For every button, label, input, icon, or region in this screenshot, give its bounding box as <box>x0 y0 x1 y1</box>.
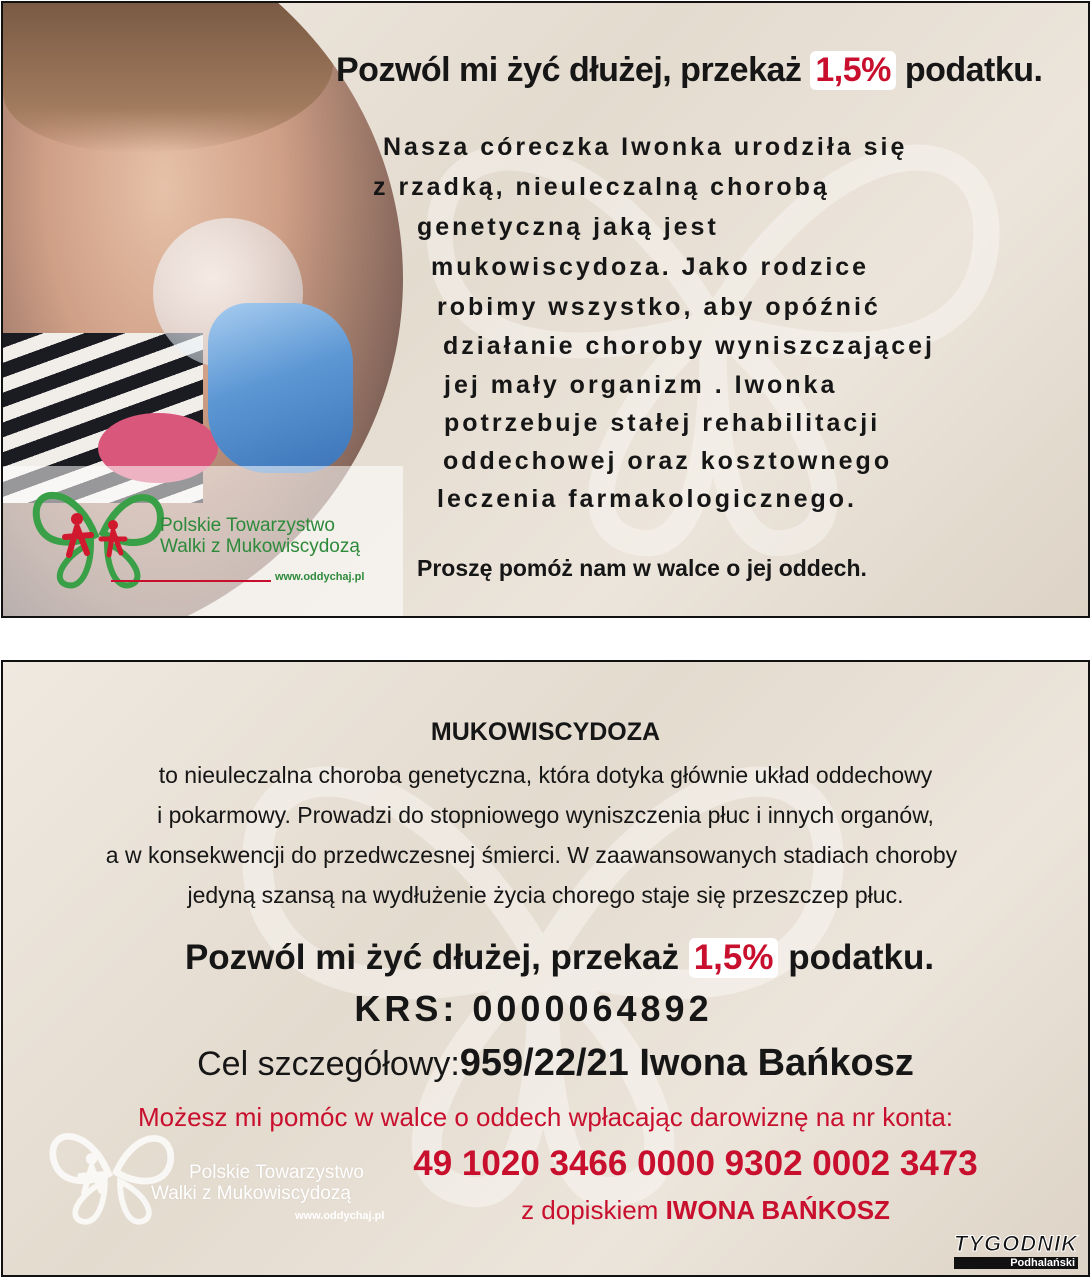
goal-label: Cel szczegółowy: <box>197 1045 460 1083</box>
story-line: mukowiscydoza. Jako rodzice <box>431 253 870 281</box>
donation-info: Możesz mi pomóc w walce o oddech wpłacając darowiznę na nr konta: <box>137 1102 954 1132</box>
plea-text: Proszę pomóż nam w walce o jej oddech. <box>417 555 867 581</box>
krs-number: KRS: 0000064892 <box>354 988 713 1029</box>
description-line: jedyną szansą na wydłużenie życia chorego staje się przeszczep płuc. <box>187 882 904 908</box>
description-line: to nieuleczalna choroba genetyczna, która dotyka głównie układ oddechowy <box>158 762 933 788</box>
description-line: i pokarmowy. Prowadzi do stopniowego wyniszczenia płuc i innych organów, <box>157 802 934 828</box>
butterfly-logo-icon <box>25 475 170 593</box>
divider <box>111 580 271 582</box>
organization-name <box>160 515 360 557</box>
org-line-2: Walki z Mukowiscydozą <box>160 536 360 557</box>
bank-account-number: 49 1020 3466 0000 9302 0002 3473 <box>413 1144 978 1183</box>
transfer-title-label: z dopiskiem <box>521 1195 659 1225</box>
disease-title: MUKOWISCYDOZA <box>430 718 661 746</box>
leaflet-front <box>1 1 1090 618</box>
story-line: działanie choroby wyniszczającej <box>443 332 935 360</box>
org-url: www.oddychaj.pl <box>295 1210 385 1222</box>
description-line: a w konsekwencji do przedwczesnej śmierci. W zaawansowanych stadiach choroby <box>105 842 958 868</box>
story-line: robimy wszystko, aby opóźnić <box>437 293 881 321</box>
headline-before: Pozwól mi żyć dłużej, przekaż <box>336 51 802 89</box>
story-line: potrzebuje stałej rehabilitacji <box>444 409 881 437</box>
organization-name <box>151 1162 364 1204</box>
org-url: www.oddychaj.pl <box>275 571 365 583</box>
story-line: z rzadką, nieuleczalną chorobą <box>373 173 830 201</box>
goal-value: 959/22/21 Iwona Bańkosz <box>459 1042 914 1084</box>
publisher-logo <box>954 1231 1078 1269</box>
org-line-2: Walki z Mukowiscydozą <box>151 1183 351 1204</box>
headline-percent: 1,5% <box>810 51 896 90</box>
org-line-1: Polskie Towarzystwo <box>160 515 335 536</box>
publisher-name: TYGODNIK <box>953 1231 1078 1256</box>
headline-after: podatku. <box>788 938 935 977</box>
leaflet-back <box>1 660 1090 1277</box>
specific-goal <box>13 1042 1090 1085</box>
story-line: genetyczną jaką jest <box>417 213 719 241</box>
headline-after: podatku. <box>904 51 1043 89</box>
transfer-title-name: IWONA BAŃKOSZ <box>665 1195 890 1225</box>
headline <box>336 51 1042 90</box>
story-line: leczenia farmakologicznego. <box>437 485 857 513</box>
story-line: oddechowej oraz kosztownego <box>443 447 893 475</box>
org-line-1: Polskie Towarzystwo <box>189 1162 364 1183</box>
headline <box>17 938 1090 978</box>
story-line: Nasza córeczka Iwonka urodziła się <box>383 133 908 161</box>
publisher-sub: Podhalański <box>954 1257 1078 1269</box>
story-line: jej mały organizm . Iwonka <box>444 371 838 399</box>
headline-percent: 1,5% <box>689 938 779 978</box>
headline-before: Pozwól mi żyć dłużej, przekaż <box>184 938 679 977</box>
